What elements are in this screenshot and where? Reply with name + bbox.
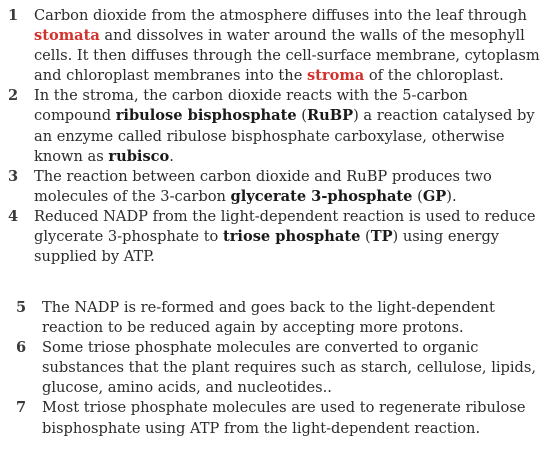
list-item [16, 398, 548, 438]
key-term-rubp: RuBP [307, 107, 354, 125]
text-run: Carbon dioxide from the atmosphere diffuses into the leaf through [34, 7, 527, 24]
item-text [34, 86, 548, 166]
item-number: 6 [16, 339, 27, 357]
text-run: The reaction between carbon dioxide and RuBP produces two molecules of the 3-carbon [34, 167, 492, 205]
list-item [16, 338, 548, 398]
text-run: of the chloroplast. [364, 67, 504, 85]
steps-list-bottom [16, 298, 548, 439]
text-run: ) using energy supplied by ATP. [34, 228, 500, 266]
text-run: Reduced NADP from the light-dependent reaction is used to reduce glycerate 3-phosphate to [34, 207, 536, 246]
list-item [8, 6, 548, 86]
item-number: 5 [16, 299, 27, 316]
item-number: 2 [8, 87, 19, 105]
key-term-glycerate-3-phosphate: glycerate 3-phosphate [230, 187, 413, 205]
item-number: 3 [8, 167, 19, 185]
item-text [42, 398, 548, 438]
text-run: ( [296, 107, 307, 125]
list-item [8, 207, 548, 267]
text-run: ( [412, 187, 423, 205]
list-item [16, 298, 548, 338]
list-item [8, 86, 548, 166]
item-text [34, 207, 548, 267]
key-term-rubisco: rubisco [108, 147, 170, 165]
text-run: . [169, 147, 174, 165]
text-run: ). [446, 187, 457, 205]
text-run: The NADP is re-formed and goes back to the light-dependent reaction to be reduced again by accepting more protons. [42, 299, 495, 337]
text-run: Most triose phosphate molecules are used to regenerate ribulose bisphosphate using ATP from the light-dependent reaction. [42, 399, 526, 437]
item-number: 4 [8, 207, 19, 225]
text-run: and dissolves in water around the walls of the mesophyll cells. It then diffuses through the cell-surface membrane, cytoplasm and chloroplast membranes into the [34, 27, 540, 85]
item-text [42, 338, 548, 398]
text-run: ) a reaction catalysed by an enzyme called ribulose bisphosphate carboxylase, otherwise known as [34, 107, 535, 165]
key-term-ribulose-bisphosphate: ribulose bisphosphate [115, 107, 297, 125]
steps-list-top [8, 6, 548, 267]
item-text [34, 6, 548, 86]
item-text [34, 167, 548, 207]
text-run: In the stroma, the carbon dioxide reacts with the 5-carbon compound [34, 87, 468, 125]
key-term-stomata: stomata [34, 27, 100, 45]
text-run: ( [360, 228, 371, 246]
key-term-gp: GP [422, 187, 447, 205]
item-number: 7 [16, 399, 27, 417]
key-term-triose-phosphate: triose phosphate [223, 228, 361, 246]
text-run: Some triose phosphate molecules are converted to organic substances that the plant requires such as starch, cellulose, lipids, glucose, amino acids, and nucleotides.. [42, 339, 537, 397]
key-term-stroma: stroma [306, 67, 365, 85]
item-number: 1 [8, 7, 19, 24]
key-term-tp: TP [370, 228, 393, 246]
item-text [42, 298, 548, 338]
list-item [8, 167, 548, 207]
